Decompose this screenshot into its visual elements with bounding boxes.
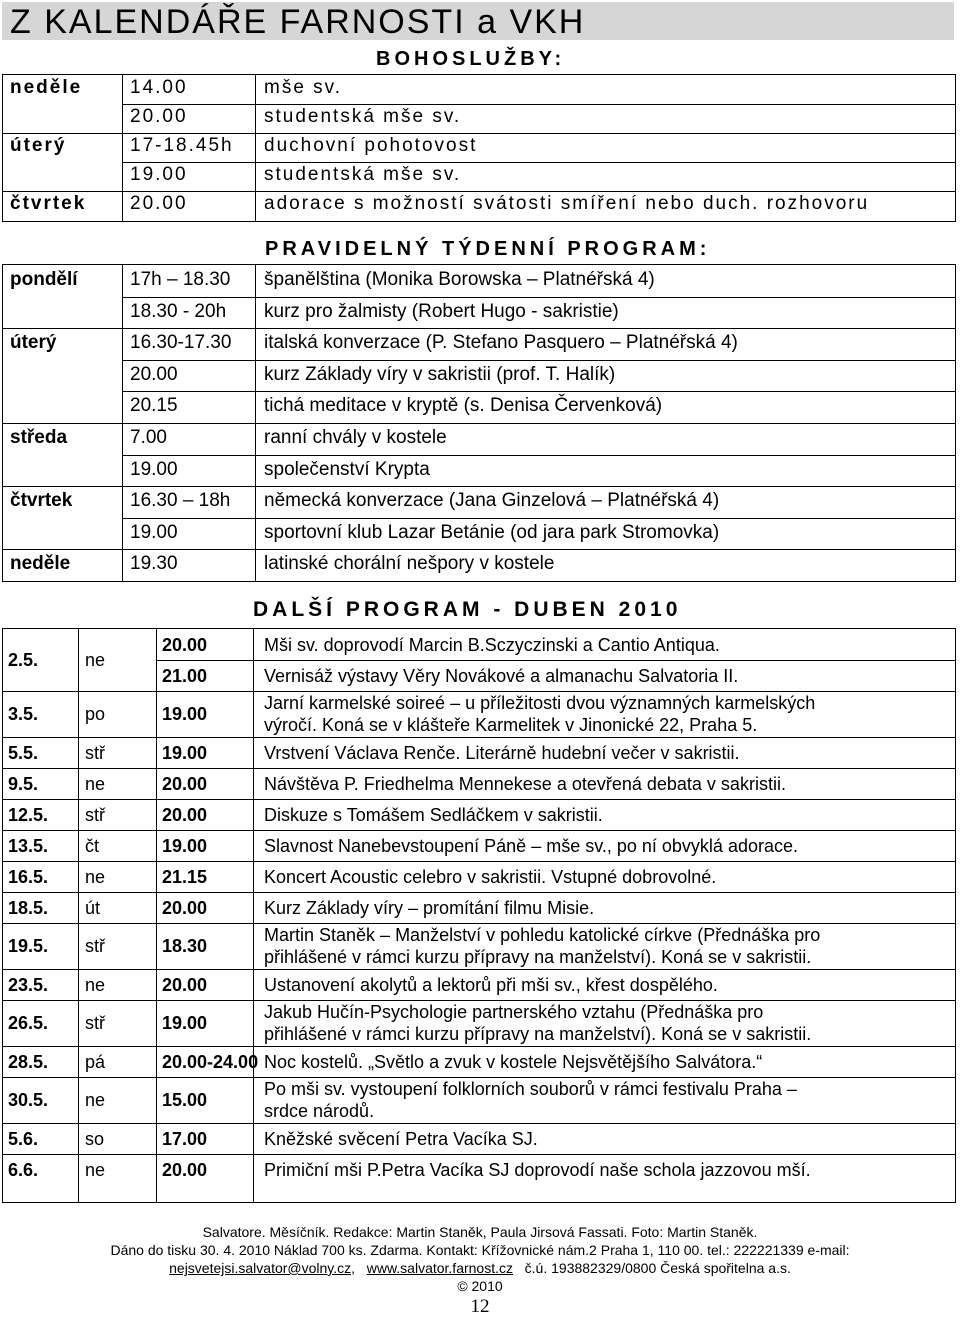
date-label: 28.5. [8,1051,49,1072]
time-label: 19.00 [130,164,188,185]
weekday-label: ne [85,773,106,794]
event-text: sportovní klub Lazar Betánie (od jara park Stromovka) [264,522,720,543]
time-label: 17-18.45h [130,135,234,156]
weekday-label: stř [85,742,105,763]
event-text: ranní chvály v kostele [264,427,447,448]
event-text: Vrstvení Václava Renče. Literárně hudební večer v sakristii. [264,742,740,763]
time-label: 20.00 [162,773,208,794]
date-label: 19.5. [8,936,49,956]
event-text: Kněžské svěcení Petra Vacíka SJ. [264,1128,538,1149]
footer-line-2: Dáno do tisku 30. 4. 2010 Náklad 700 ks. Zdarma. Kontakt: Křížovnické nám.2 Praha 1, 110 00. tel.: 222221339 e-mail: [110,1242,850,1258]
event-text: Jakub Hučín-Psychologie partnerského vztahu (Přednáška pro [264,1002,764,1022]
event-text: tichá meditace v kryptě (s. Denisa Červenková) [264,395,663,416]
time-label: 21.15 [162,866,208,887]
time-label: 20.15 [130,395,178,416]
time-label: 18.30 - 20h [130,301,227,322]
page-title: Z KALENDÁŘE FARNOSTI a VKH [10,3,586,41]
date-label: 9.5. [8,773,39,794]
date-label: 5.6. [8,1128,39,1149]
time-label: 14.00 [130,77,188,98]
event-text: Návštěva P. Friedhelma Mennekese a otevřená debata v sakristii. [264,773,786,794]
email-link[interactable]: nejsvetejsi.salvator@volny.cz, [169,1260,356,1276]
event-text-line2: srdce národů. [264,1101,375,1121]
event-text: latinské chorální nešpory v kostele [264,553,555,574]
event-text: kurz Základy víry v sakristii (prof. T. Halík) [264,364,616,385]
footer-copyright: © 2010 [457,1278,503,1294]
event-text: Po mši sv. vystoupení folklorních souborů v rámci festivalu Praha – [264,1079,797,1099]
date-label: 30.5. [8,1090,49,1110]
bank-account: č.ú. 193882329/0800 Česká spořitelna a.s. [524,1260,791,1276]
event-text: Jarní karmelské soireé – u příležitosti dvou významných karmelských [264,693,816,713]
event-text-line2: přihlášené v rámci kurzu přípravy na manželství). Koná se v sakristii. [264,947,812,967]
weekday-label: so [85,1128,105,1149]
event-text: Diskuze s Tomášem Sedláčkem v sakristii. [264,804,603,825]
time-label: 19.00 [162,704,208,724]
time-label: 20.00 [130,106,188,127]
date-label: 18.5. [8,897,49,918]
footer-line-3 [0,1260,960,1276]
event-text: Noc kostelů. „Světlo a zvuk v kostele Nejsvětějšího Salvátora.“ [264,1051,763,1072]
time-label: 20.00 [130,193,188,214]
time-label: 20.00 [162,897,208,918]
time-label: 19.00 [162,835,208,856]
date-label: 3.5. [8,704,39,724]
day-label: úterý [10,135,67,156]
time-label: 17.00 [162,1128,208,1149]
time-label: 19.00 [162,1013,208,1033]
day-label: pondělí [10,269,78,290]
time-label: 21.00 [162,665,208,686]
event-text: Ustanovení akolytů a lektorů při mši sv., křest dospělého. [264,974,718,995]
time-label: 20.00 [162,634,208,655]
weekday-label: ne [85,974,106,995]
event-text: Primiční mši P.Petra Vacíka SJ doprovodí naše schola jazzovou mší. [264,1159,811,1180]
event-text: italská konverzace (P. Stefano Pasquero – Platnéřská 4) [264,332,738,353]
event-text: Kurz Základy víry – promítání filmu Misie. [264,897,595,918]
date-label: 13.5. [8,835,49,856]
event-text: Slavnost Nanebevstoupení Páně – mše sv., po ní obvyklá adorace. [264,835,798,856]
weekday-label: ne [85,650,106,670]
time-label: 20.00 [162,804,208,825]
weekday-label: čt [85,835,100,856]
weekday-label: út [85,897,101,918]
event-text: Vernisáž výstavy Věry Novákové a almanachu Salvatoria II. [264,665,739,686]
web-link[interactable]: www.salvator.farnost.cz [366,1260,513,1276]
day-label: čtvrtek [10,490,73,511]
section-heading-dalsi: DALŠÍ PROGRAM - DUBEN 2010 [253,598,682,621]
date-label: 23.5. [8,974,49,995]
weekday-label: ne [85,866,106,887]
time-label: 16.30 – 18h [130,490,231,511]
time-label: 15.00 [162,1090,208,1110]
weekday-label: ne [85,1090,106,1110]
event-text: mše sv. [264,77,343,98]
date-label: 6.6. [8,1159,39,1180]
event-text: duchovní pohotovost [264,135,478,156]
date-label: 26.5. [8,1013,49,1033]
event-text: Koncert Acoustic celebro v sakristii. Vstupné dobrovolné. [264,866,717,887]
weekday-label: pá [85,1051,106,1072]
time-label: 19.00 [130,459,178,480]
time-label: 19.00 [162,742,208,763]
time-label: 20.00 [162,1159,208,1180]
time-label: 17h – 18.30 [130,269,231,290]
date-label: 2.5. [8,650,39,670]
date-label: 16.5. [8,866,49,887]
date-label: 12.5. [8,804,49,825]
event-text: společenství Krypta [264,459,430,480]
event-text: studentská mše sv. [264,106,462,127]
weekday-label: po [85,704,106,724]
day-label: neděle [10,77,83,98]
date-label: 5.5. [8,742,39,763]
weekday-label: stř [85,936,105,956]
time-label: 16.30-17.30 [130,332,232,353]
event-text: studentská mše sv. [264,164,462,185]
footer-line-1: Salvatore. Měsíčník. Redakce: Martin Staněk, Paula Jirsová Fassati. Foto: Martin Staněk. [202,1224,758,1240]
day-label: středa [10,427,68,448]
event-text: Martin Staněk – Manželství v pohledu katolické církve (Přednáška pro [264,925,821,945]
time-label: 19.00 [130,522,178,543]
weekday-label: ne [85,1159,106,1180]
page-number: 12 [470,1296,490,1317]
time-label: 20.00 [130,364,178,385]
time-label: 7.00 [130,427,167,448]
time-label: 18.30 [162,936,208,956]
event-text: španělština (Monika Borowska – Platnéřská 4) [264,269,655,290]
time-label: 19.30 [130,553,178,574]
weekday-label: stř [85,804,105,825]
section-heading-pravidelny: PRAVIDELNÝ TÝDENNÍ PROGRAM: [265,238,711,260]
section-heading-bohosluzby: BOHOSLUŽBY: [376,48,566,70]
event-text: adorace s možností svátosti smíření nebo duch. rozhovoru [264,193,870,214]
event-text-line2: přihlášené v rámci kurzu přípravy na manželství). Koná se v sakristii. [264,1024,812,1044]
day-label: čtvrtek [10,193,87,214]
day-label: úterý [10,332,57,353]
time-label: 20.00 [162,974,208,995]
day-label: neděle [10,553,71,574]
event-text: německá konverzace (Jana Ginzelová – Platnéřská 4) [264,490,720,511]
event-text: Mši sv. doprovodí Marcin B.Sczyczinski a Cantio Antiqua. [264,634,720,655]
event-text: kurz pro žalmisty (Robert Hugo - sakristie) [264,301,619,322]
time-label: 20.00-24.00 [162,1051,259,1072]
event-text-line2: výročí. Koná se v klášteře Karmelitek v Jinonické 22, Praha 5. [264,715,758,735]
weekday-label: stř [85,1013,105,1033]
